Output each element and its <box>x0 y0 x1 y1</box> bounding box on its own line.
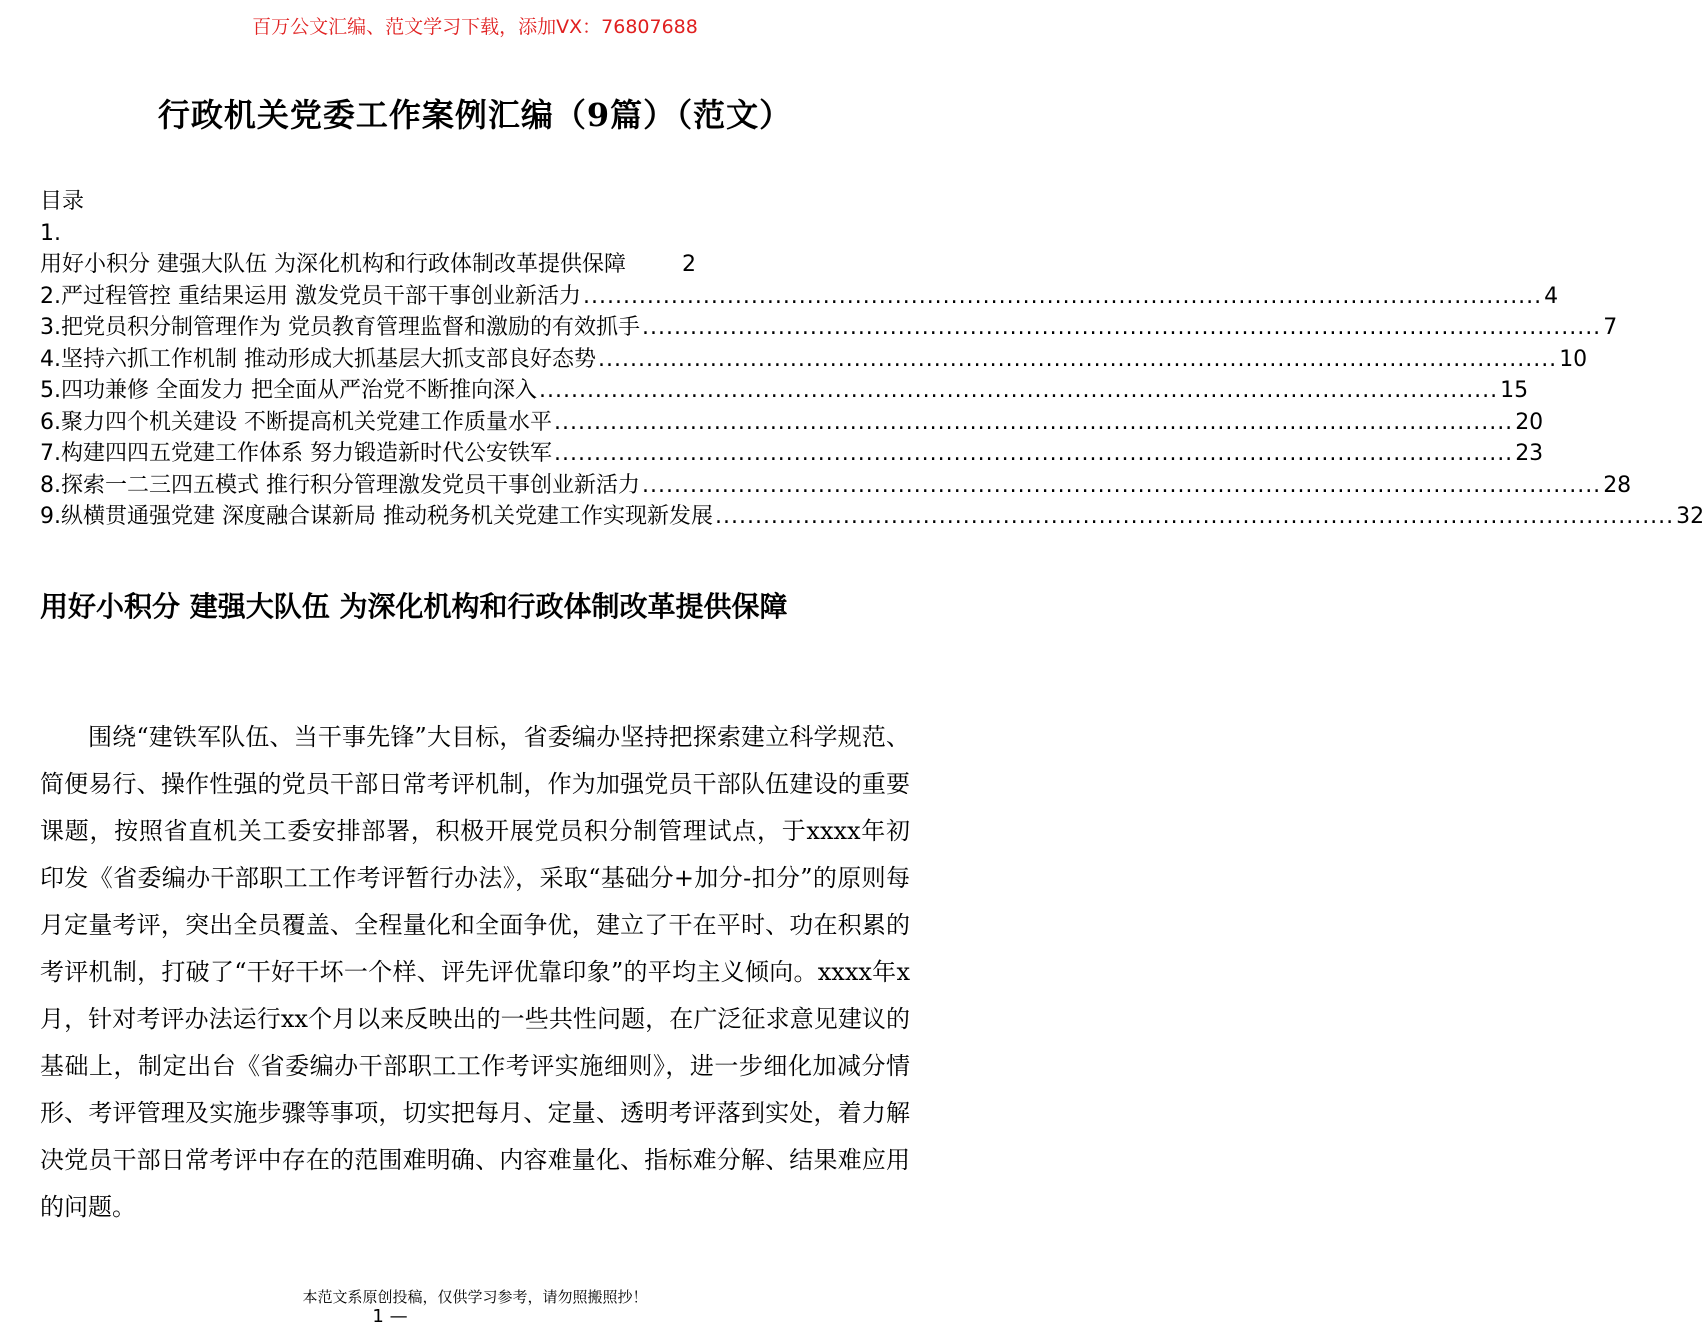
toc-entry[interactable] <box>40 470 1632 502</box>
footer-note: 本范文系原创投稿，仅供学习参考，请勿照搬照抄！ <box>302 1288 648 1306</box>
body-paragraph: 围绕“建铁军队伍、当干事先锋”大目标，省委编办坚持把探索建立科学规范、简便易行、操作性强的党员干部日常考评机制，作为加强党员干部队伍建设的重要课题，按照省直机关工委安排部署，积极开展党员积分制管理试点，于xxxx年初印发《省委编办干部职工工作考评暂行办法》，采取“基础分+加分-扣分”的原则每月定量考评，突出全员覆盖、全程量化和全面争优，建立了干在平时、功在积累的考评机制，打破了“干好干坏一个样、评先评优靠印象”的平均主义倾向。xxxx年x月，针对考评办法运行xx个月以来反映出的一些共性问题，在广泛征求意见建议的基础上，制定出台《省委编办干部职工工作考评实施细则》，进一步细化加减分情形、考评管理及实施步骤等事项，切实把每月、定量、透明考评落到实处，着力解决党员干部日常考评中存在的范围难明确、内容难量化、指标难分解、结果难应用的问题。 <box>40 723 910 1221</box>
toc-entry-page: 2 <box>682 252 696 277</box>
dot-leader: ........................................................................................................................ <box>598 346 1558 372</box>
page-number: 1 — <box>372 1306 408 1327</box>
toc-heading: 目录 <box>40 189 85 214</box>
table-of-contents <box>40 186 1704 533</box>
toc-entry-page: 20 <box>1515 409 1544 435</box>
toc-entry-text: 5.四功兼修 全面发力 把全面从严治党不断推向深入 <box>40 378 537 403</box>
dot-leader: ........................................................................................................................ <box>582 283 1543 309</box>
toc-entry-page: 15 <box>1500 378 1529 403</box>
toc-entry[interactable] <box>40 438 1544 470</box>
toc-entry[interactable] <box>40 501 1704 533</box>
toc-first-number: 1. <box>40 220 61 246</box>
toc-entry[interactable] <box>40 249 908 281</box>
toc-entry-page: 32 <box>1676 504 1704 529</box>
toc-entry-text: 7.构建四四五党建工作体系 努力锻造新时代公安铁军 <box>40 441 552 466</box>
dot-leader: ........................................................................................................................ <box>642 315 1602 340</box>
dot-leader: ........................................................................................................................ <box>554 409 1514 435</box>
toc-entry-page: 7 <box>1603 315 1618 340</box>
section-heading: 用好小积分 建强大队伍 为深化机构和行政体制改革提供保障 <box>40 590 788 623</box>
toc-entry-text: 4.坚持六抓工作机制 推动形成大抓基层大抓支部良好态势 <box>40 346 596 372</box>
toc-entry[interactable] <box>40 375 1529 407</box>
dot-leader: ........................................................................................................................ <box>538 378 1499 403</box>
toc-entry[interactable] <box>40 312 1618 344</box>
toc-entry-text: 8.探索一二三四五模式 推行积分管理激发党员干事创业新活力 <box>40 472 640 498</box>
toc-entry-page: 28 <box>1603 472 1632 498</box>
toc-entry[interactable] <box>40 281 1559 313</box>
toc-entry-page: 4 <box>1544 283 1559 309</box>
dot-leader: ........................................................................................................................ <box>554 441 1514 466</box>
toc-entry[interactable] <box>40 407 1544 439</box>
toc-entry-page: 23 <box>1515 441 1544 466</box>
toc-entry-page: 10 <box>1559 346 1588 372</box>
dot-leader: ........................................................................................................................ <box>642 472 1602 498</box>
dot-leader: ........................................................................................................................ <box>714 504 1675 529</box>
toc-entry-text: 用好小积分 建强大队伍 为深化机构和行政体制改革提供保障 <box>40 252 626 277</box>
toc-entry-text: 2.严过程管控 重结果运用 激发党员干部干事创业新活力 <box>40 283 581 309</box>
document-title: 行政机关党委工作案例汇编（9篇）（范文） <box>157 96 793 134</box>
toc-entry-text: 6.聚力四个机关建设 不断提高机关党建工作质量水平 <box>40 409 552 435</box>
toc-entry-text: 3.把党员积分制管理作为 党员教育管理监督和激励的有效抓手 <box>40 315 640 340</box>
promo-banner: 百万公文汇编、范文学习下载，添加VX：76807688 <box>252 16 698 38</box>
toc-entry-text: 9.纵横贯通强党建 深度融合谋新局 推动税务机关党建工作实现新发展 <box>40 504 713 529</box>
toc-entry[interactable] <box>40 344 1588 376</box>
